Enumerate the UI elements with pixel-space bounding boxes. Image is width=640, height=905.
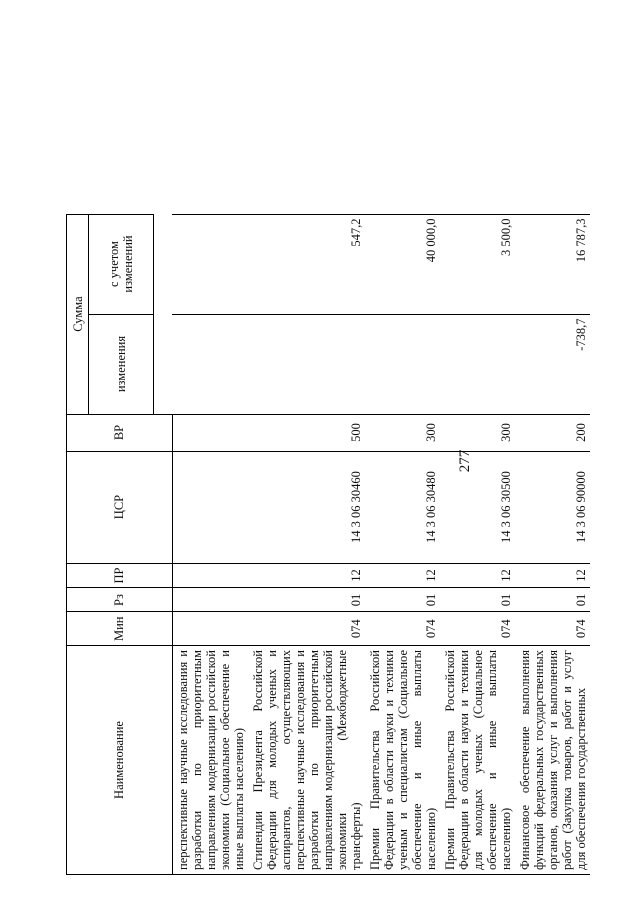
cell-name: Стипендии Президента Российской Федерации для молодых ученых и аспирантов, осуществляющих перспективные научные исследования и разработки по приоритетным направлениям модернизации российской экономики (Межбюджетные трансферты) bbox=[248, 646, 365, 875]
cell-name: Премии Правительства Российской Федерации в области науки и техники ученым и специалистам (Социальное обеспечение и иные выплаты населению) bbox=[365, 646, 440, 875]
cell-pr: 12 bbox=[440, 563, 515, 588]
cell-pr bbox=[172, 563, 248, 588]
cell-min: 074 bbox=[515, 612, 590, 646]
budget-table bbox=[66, 214, 590, 875]
cell-vr: 300 bbox=[440, 414, 515, 451]
cell-rz: 01 bbox=[440, 588, 515, 612]
cell-min: 074 bbox=[440, 612, 515, 646]
cell-changes bbox=[365, 314, 440, 414]
cell-min: 074 bbox=[248, 612, 365, 646]
page-number: 277 bbox=[457, 449, 473, 473]
cell-changes bbox=[248, 314, 365, 414]
table-row bbox=[248, 214, 365, 874]
cell-with-changes bbox=[172, 214, 248, 314]
cell-changes: -738,7 bbox=[515, 314, 590, 414]
header-pr: ПР bbox=[67, 563, 173, 588]
table-row bbox=[172, 214, 248, 874]
cell-rz: 01 bbox=[248, 588, 365, 612]
header-name: Наименование bbox=[67, 646, 173, 875]
cell-vr: 500 bbox=[248, 414, 365, 451]
table-row bbox=[515, 214, 590, 874]
cell-min bbox=[172, 612, 248, 646]
cell-changes bbox=[440, 314, 515, 414]
header-spacer bbox=[154, 214, 173, 314]
header-csr: ЦСР bbox=[67, 451, 173, 563]
cell-csr: 14 3 06 30480 bbox=[365, 451, 440, 563]
cell-pr: 12 bbox=[515, 563, 590, 588]
table-header bbox=[67, 214, 173, 874]
cell-name: Премии Правительства Российской Федерации в области науки и техники для молодых ученых (Социальное обеспечение и иные выплаты населению) bbox=[440, 646, 515, 875]
header-sum: Сумма bbox=[67, 214, 89, 414]
cell-with-changes: 547,2 bbox=[248, 214, 365, 314]
cell-csr bbox=[172, 451, 248, 563]
cell-csr: 14 3 06 30460 bbox=[248, 451, 365, 563]
cell-with-changes: 40 000,0 bbox=[365, 214, 440, 314]
cell-csr: 14 3 06 90000 bbox=[515, 451, 590, 563]
table-row bbox=[440, 214, 515, 874]
header-rz: Рз bbox=[67, 588, 173, 612]
cell-csr: 14 3 06 30500 bbox=[440, 451, 515, 563]
cell-rz bbox=[172, 588, 248, 612]
header-vr: ВР bbox=[67, 414, 173, 451]
cell-min: 074 bbox=[365, 612, 440, 646]
header-min: Мин bbox=[67, 612, 173, 646]
header-changes: изменения bbox=[89, 314, 154, 414]
table-row bbox=[365, 214, 440, 874]
cell-rz: 01 bbox=[365, 588, 440, 612]
cell-pr: 12 bbox=[365, 563, 440, 588]
cell-pr: 12 bbox=[248, 563, 365, 588]
cell-name: перспективные научные исследования и разработки по приоритетным направлениям модернизации российской экономики (Социальное обеспечение и иные выплаты населению) bbox=[172, 646, 248, 875]
cell-changes bbox=[172, 314, 248, 414]
cell-name: Финансовое обеспечение выполнения функций федеральных государственных органов, оказания услуг и выполнения работ (Закупка товаров, работ и услуг для обеспечения государственных bbox=[515, 646, 590, 875]
cell-with-changes: 3 500,0 bbox=[440, 214, 515, 314]
header-spacer bbox=[154, 314, 173, 414]
cell-vr bbox=[172, 414, 248, 451]
cell-vr: 300 bbox=[365, 414, 440, 451]
header-with-changes: с учетом изменений bbox=[89, 214, 154, 314]
cell-vr: 200 bbox=[515, 414, 590, 451]
cell-with-changes: 16 787,3 bbox=[515, 214, 590, 314]
cell-rz: 01 bbox=[515, 588, 590, 612]
